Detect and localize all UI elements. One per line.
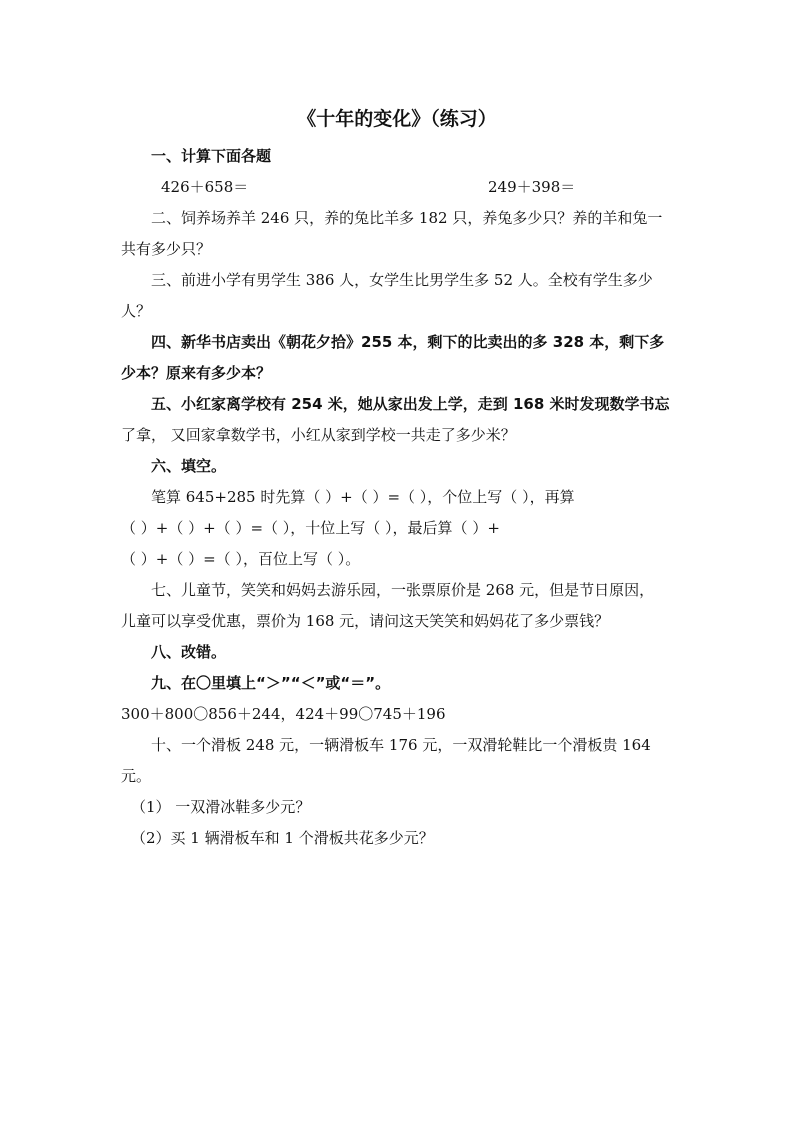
q4-line-1 — [121, 327, 676, 358]
q1-expressions — [121, 172, 676, 203]
q10-sub-1: （1） 一双滑冰鞋多少元？ — [131, 798, 311, 816]
q10-line-1: 十、一个滑板 248 元，一辆滑板车 176 元，一双滑轮鞋比一个滑板贵 164 元。 — [121, 736, 651, 785]
q9-heading: 九、在〇里填上“＞”“＜”或“＝”。 — [151, 674, 391, 692]
q7-line-1: 七、儿童节，笑笑和妈妈去游乐园，一张票原价是 268 元，但是节日原因， — [151, 581, 655, 599]
q1-heading: 一、计算下面各题 — [151, 147, 272, 165]
q4-text-2: 少本？原来有多少本？ — [121, 364, 272, 382]
q3-line-2: 人？ — [121, 302, 152, 320]
q5-text: 五、小红家离学校有 254 米，她从家出发上学，走到 168 米时发现数学书忘 — [151, 395, 670, 413]
q10-sub-2: （2）买 1 辆滑板车和 1 个滑板共花多少元？ — [131, 829, 434, 847]
q9-expressions: 300＋800〇856＋244，424＋99〇745＋196 — [121, 705, 446, 723]
page-title: 《十年的变化》（练习） — [297, 108, 497, 130]
q2-line-1: 二、饲养场养羊 246 只，养的兔比羊多 182 只，养兔多少只？养的羊和兔一 — [151, 209, 663, 227]
q5-line-2: 了拿， 又回家拿数学书，小红从家到学校一共走了多少米？ — [121, 426, 516, 444]
q5-line-1 — [121, 389, 676, 420]
q6-line-2: （ ）+（ ）+（ ）=（ ），十位上写（ ），最后算（ ）+ — [121, 519, 500, 537]
q4-text: 四、新华书店卖出《朝花夕拾》255 本，剩下的比卖出的多 328 本，剩下多 — [151, 333, 665, 351]
q6-heading: 六、填空。 — [151, 457, 227, 475]
q2-line-2: 共有多少只？ — [121, 240, 212, 258]
q1-expr-2: 249＋398＝ — [488, 178, 576, 196]
q1-expr-1: 426＋658＝ — [161, 178, 249, 196]
q6-line-1: 笔算 645+285 时先算（ ）+（ ）=（ ），个位上写（ ），再算 — [151, 488, 575, 506]
q7-line-2: 儿童可以享受优惠，票价为 168 元，请问这天笑笑和妈妈花了多少票钱？ — [121, 612, 610, 630]
q8-heading: 八、改错。 — [151, 643, 227, 661]
q6-line-3: （ ）+（ ）=（ ），百位上写（ ）。 — [121, 550, 361, 568]
q4-line-2 — [121, 358, 676, 389]
worksheet-content — [121, 141, 676, 854]
q3-line-1: 三、前进小学有男学生 386 人，女学生比男学生多 52 人。全校有学生多少 — [151, 271, 653, 289]
